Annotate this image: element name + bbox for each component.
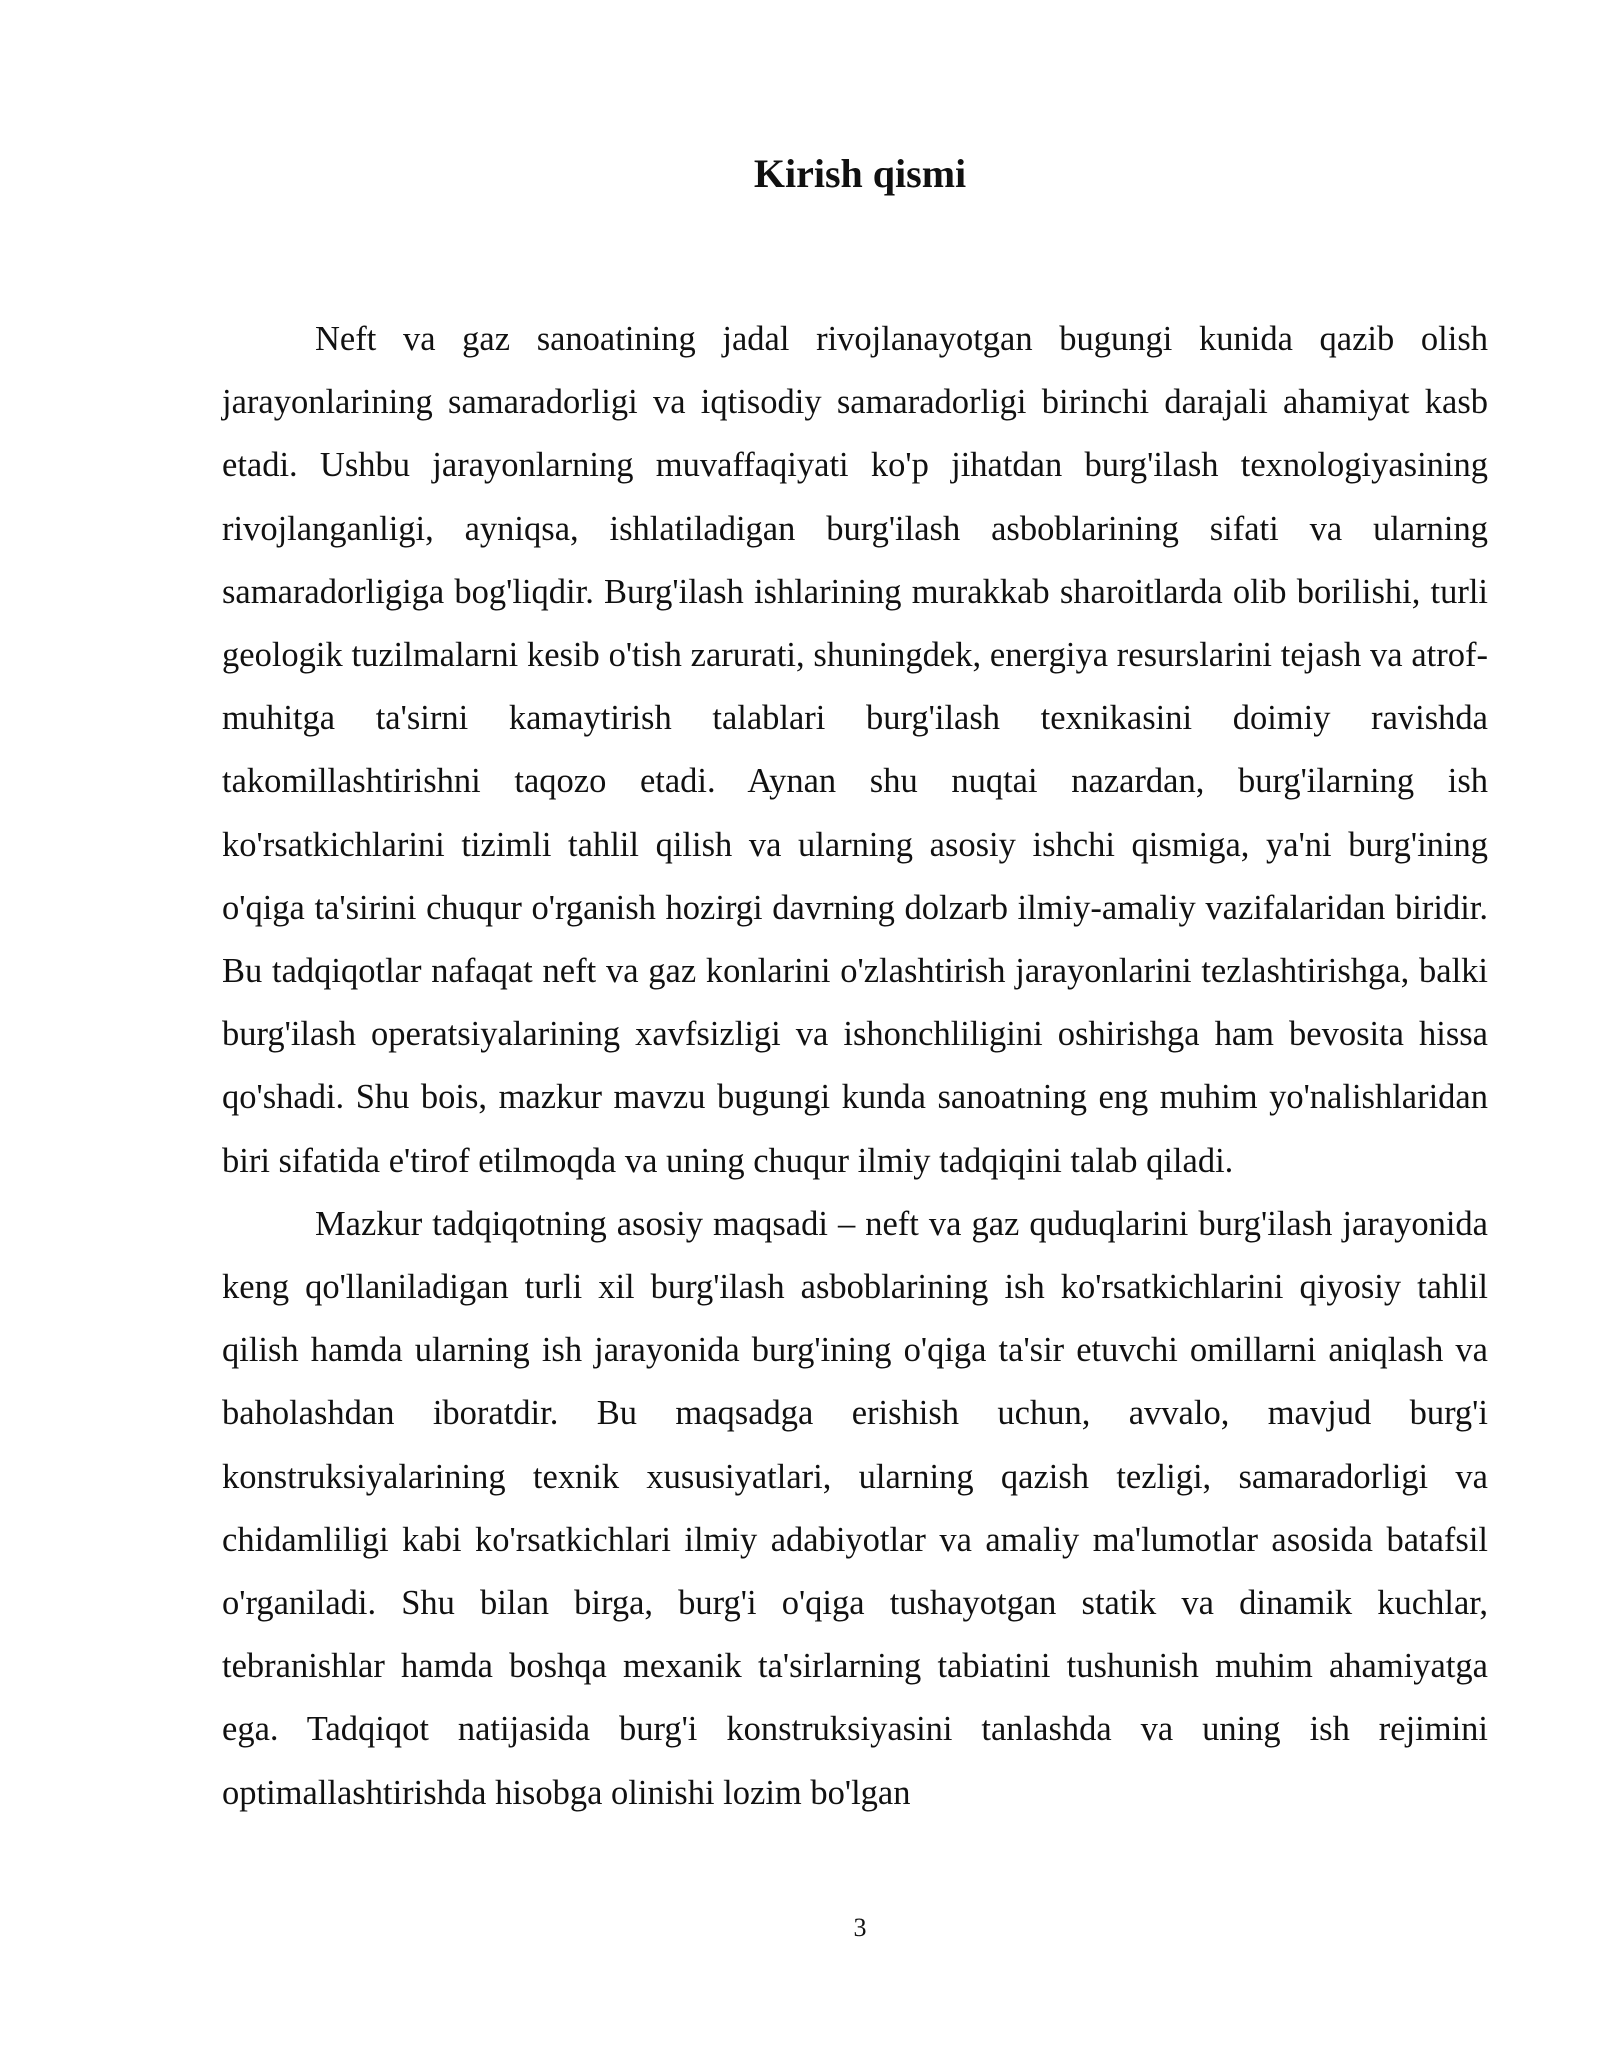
page-number: 3 [853,1913,867,1942]
section-title: Kirish qismi [753,151,967,196]
body-text [222,308,1488,1825]
paragraph-2: Mazkur tadqiqotning asosiy maqsadi – neft va gaz quduqlarini burg'ilash jarayonida keng qo'llaniladigan turli xil burg'ilash asboblarining ish ko'rsatkichlarini qiyosiy tahlil qilish hamda ularning ish jarayonida burg'ining o'qiga ta'sir etuvchi omillarni aniqlash va baholashdan iboratdir. Bu maqsadga erishish uchun, avvalo, mavjud burg'i konstruksiyalarining texnik xususiyatlari, ularning qazish tezligi, samaradorligi va chidamliligi kabi ko'rsatkichlari ilmiy adabiyotlar va amaliy ma'lumotlar asosida batafsil o'rganiladi. Shu bilan birga, burg'i o'qiga tushayotgan statik va dinamik kuchlar, tebranishlar hamda boshqa mexanik ta'sirlarning tabiatini tushunish muhim ahamiyatga ega. Tadqiqot natijasida burg'i konstruksiyasini tanlashda va uning ish rejimini optimallashtirishda hisobga olinishi lozim bo'lgan [222,1204,1488,1812]
paragraph-1: Neft va gaz sanoatining jadal rivojlanayotgan bugungi kunida qazib olish jarayonlarining samaradorligi va iqtisodiy samaradorligi birinchi darajali ahamiyat kasb etadi. Ushbu jarayonlarning muvaffaqiyati ko'p jihatdan burg'ilash texnologiyasining rivojlanganligi, ayniqsa, ishlatiladigan burg'ilash asboblarining sifati va ularning samaradorligiga bog'liqdir. Burg'ilash ishlarining murakkab sharoitlarda olib borilishi, turli geologik tuzilmalarni kesib o'tish zarurati, shuningdek, energiya resurslarini tejash va atrof-muhitga ta'sirni kamaytirish talablari burg'ilash texnikasini doimiy ravishda takomillashtirishni taqozo etadi. Aynan shu nuqtai nazardan, burg'ilarning ish ko'rsatkichlarini tizimli tahlil qilish va ularning asosiy ishchi qismiga, ya'ni burg'ining o'qiga ta'sirini chuqur o'rganish hozirgi davrning dolzarb ilmiy-amaliy vazifalaridan biridir. Bu tadqiqotlar nafaqat neft va gaz konlarini o'zlashtirish jarayonlarini tezlashtirishga, balki burg'ilash operatsiyalarining xavfsizligi va ishonchliligini oshirishga ham bevosita hissa qo'shadi. Shu bois, mazkur mavzu bugungi kunda sanoatning eng muhim yo'nalishlaridan biri sifatida e'tirof etilmoqda va uning chuqur ilmiy tadqiqini talab qiladi. [222,320,1488,1180]
